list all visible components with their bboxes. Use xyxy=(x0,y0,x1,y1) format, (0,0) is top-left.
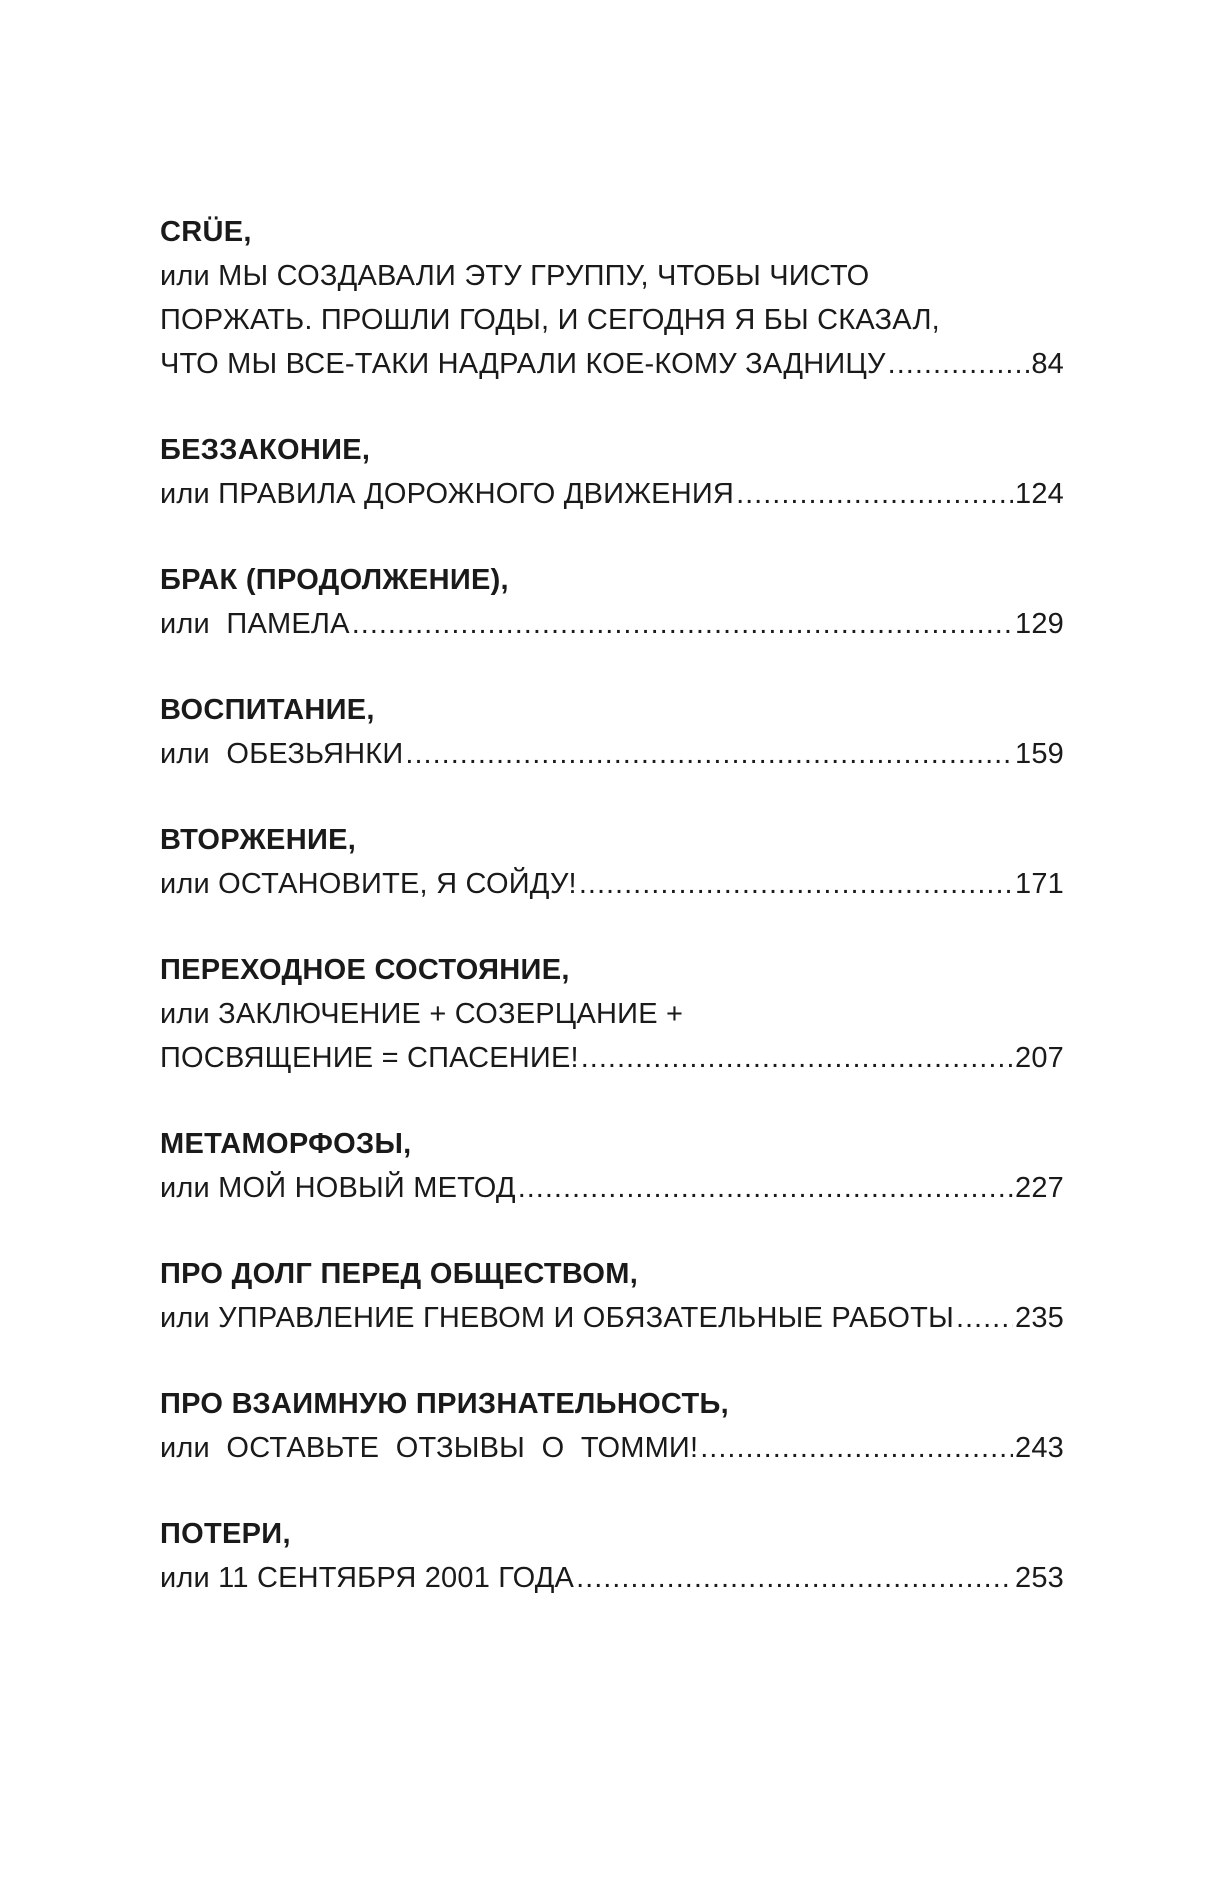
toc-entry-subtitle-line: или 11 СЕНТЯБРЯ 2001 ГОДА xyxy=(160,1562,575,1594)
toc-entry xyxy=(160,428,1064,516)
page-number: 253 xyxy=(1015,1562,1064,1594)
toc-entry xyxy=(160,210,1064,386)
toc-entry xyxy=(160,1512,1064,1600)
dot-leader xyxy=(888,342,1030,386)
page-number: 207 xyxy=(1015,1042,1064,1074)
toc-entry xyxy=(160,948,1064,1080)
page-number: 235 xyxy=(1015,1302,1064,1334)
dot-leader xyxy=(518,1166,1013,1210)
toc-entry-title: ВТОРЖЕНИЕ, xyxy=(160,824,357,856)
toc-entry xyxy=(160,818,1064,906)
toc-entry-title: БРАК (ПРОДОЛЖЕНИЕ), xyxy=(160,564,509,596)
page-number: 159 xyxy=(1015,738,1064,770)
dot-leader xyxy=(579,862,1013,906)
dot-leader xyxy=(956,1296,1013,1340)
toc-entry-leader-line xyxy=(160,1166,1064,1210)
toc-entry-title: ВОСПИТАНИЕ, xyxy=(160,694,375,726)
toc-entry-subtitle-line: ПОСВЯЩЕНИЕ = СПАСЕНИЕ! xyxy=(160,1042,579,1074)
dot-leader xyxy=(352,602,1013,646)
toc-entry-subtitle-line: или УПРАВЛЕНИЕ ГНЕВОМ И ОБЯЗАТЕЛЬНЫЕ РАБОТЫ xyxy=(160,1302,954,1334)
page-number: 227 xyxy=(1015,1172,1064,1204)
toc-entry-title: ПРО ВЗАИМНУЮ ПРИЗНАТЕЛЬНОСТЬ, xyxy=(160,1388,729,1420)
dot-leader xyxy=(581,1036,1013,1080)
toc-entry-subtitle-line: или ОСТАВЬТЕ ОТЗЫВЫ О ТОММИ! xyxy=(160,1432,699,1464)
toc-entry-subtitle-line: или ОБЕЗЬЯНКИ xyxy=(160,738,404,770)
toc-entry-title: МЕТАМОРФОЗЫ, xyxy=(160,1128,412,1160)
toc-entry xyxy=(160,1252,1064,1340)
toc-entry xyxy=(160,1122,1064,1210)
toc-entry-title: ПРО ДОЛГ ПЕРЕД ОБЩЕСТВОМ, xyxy=(160,1258,639,1290)
page-number: 84 xyxy=(1031,348,1064,380)
toc-entry-title: CRÜE, xyxy=(160,216,252,248)
toc-entry-subtitle-line: или ОСТАНОВИТЕ, Я СОЙДУ! xyxy=(160,868,577,900)
toc-entry-leader-line xyxy=(160,862,1064,906)
toc-entry-subtitle-line: или МЫ СОЗДАВАЛИ ЭТУ ГРУППУ, ЧТОБЫ ЧИСТО xyxy=(160,260,870,292)
page-number: 243 xyxy=(1015,1432,1064,1464)
toc-entry-subtitle-line: или ЗАКЛЮЧЕНИЕ + СОЗЕРЦАНИЕ + xyxy=(160,998,684,1030)
toc-entry xyxy=(160,688,1064,776)
table-of-contents xyxy=(160,210,1064,1642)
toc-entry-title: ПЕРЕХОДНОЕ СОСТОЯНИЕ, xyxy=(160,954,570,986)
toc-entry-title: БЕЗЗАКОНИЕ, xyxy=(160,434,371,466)
toc-entry-subtitle-line: ПОРЖАТЬ. ПРОШЛИ ГОДЫ, И СЕГОДНЯ Я БЫ СКАЗАЛ, xyxy=(160,304,940,336)
toc-entry-leader-line xyxy=(160,1296,1064,1340)
toc-entry-leader-line xyxy=(160,732,1064,776)
dot-leader xyxy=(736,472,1013,516)
toc-entry-leader-line xyxy=(160,1426,1064,1470)
toc-entry-subtitle-line: или МОЙ НОВЫЙ МЕТОД xyxy=(160,1172,516,1204)
dot-leader xyxy=(405,732,1013,776)
toc-entry xyxy=(160,1382,1064,1470)
toc-entry xyxy=(160,558,1064,646)
page-number: 124 xyxy=(1015,478,1064,510)
toc-entry-leader-line xyxy=(160,1036,1064,1080)
page-number: 171 xyxy=(1015,868,1064,900)
toc-entry-subtitle-line: или ПАМЕЛА xyxy=(160,608,350,640)
toc-entry-subtitle-line: или ПРАВИЛА ДОРОЖНОГО ДВИЖЕНИЯ xyxy=(160,478,735,510)
toc-entry-title: ПОТЕРИ, xyxy=(160,1518,291,1550)
page-number: 129 xyxy=(1015,608,1064,640)
toc-entry-leader-line xyxy=(160,342,1064,386)
dot-leader xyxy=(576,1556,1013,1600)
toc-entry-subtitle-line: ЧТО МЫ ВСЕ-ТАКИ НАДРАЛИ КОЕ-КОМУ ЗАДНИЦУ xyxy=(160,348,886,380)
toc-entry-leader-line xyxy=(160,602,1064,646)
toc-entry-leader-line xyxy=(160,472,1064,516)
dot-leader xyxy=(700,1426,1013,1470)
toc-entry-leader-line xyxy=(160,1556,1064,1600)
